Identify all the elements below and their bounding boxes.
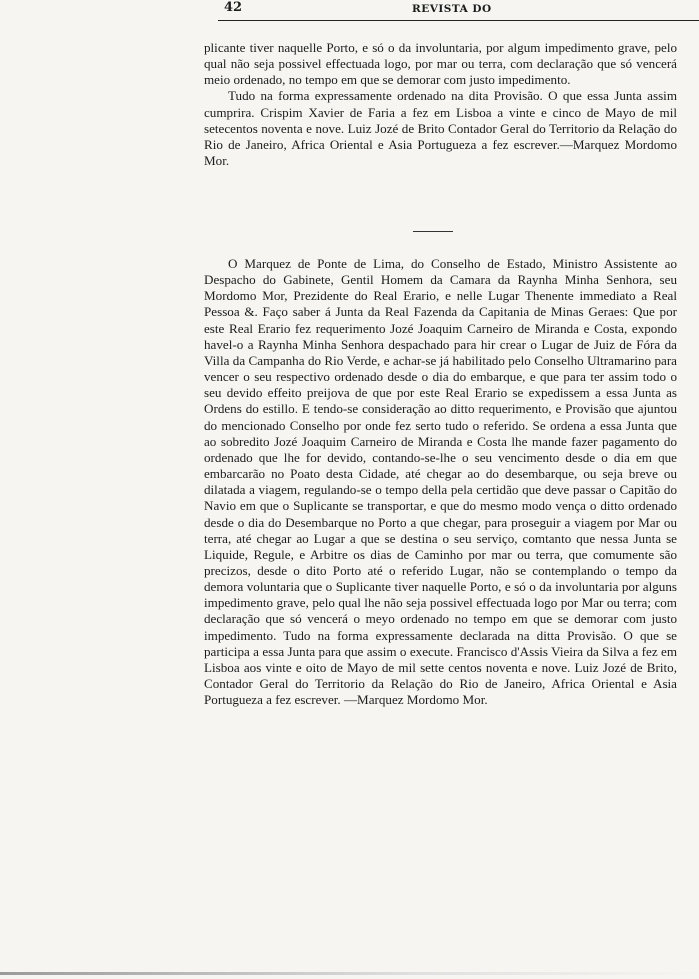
page-header (222, 0, 699, 22)
paragraph: plicante tiver naquelle Porto, e só o da involuntaria, por algum impedimento grave, pelo qual não seja possivel effectuada logo, por mar ou terra, com declaração que só vencerá meio ordenado, no tempo em que se demorar com justo impedimento. (204, 40, 677, 88)
section-separator (413, 231, 453, 232)
paragraph: Tudo na forma expressamente ordenado na dita Provisão. O que essa Junta assim cumprira. Crispim Xavier de Faria a fez em Lisboa a vinte e cinco de Mayo de mil setecentos noventa e nove. Luiz Jozé de Brito Contador Geral do Territorio da Relação do Rio de Janeiro, Africa Oriental e Asia Portugueza a fez escrever.—Marquez Mordomo Mor. (204, 88, 677, 169)
document-section-2 (204, 256, 677, 708)
page-edge-shadow (0, 972, 699, 975)
document-section-1 (204, 40, 677, 169)
paragraph: O Marquez de Ponte de Lima, do Conselho de Estado, Ministro Assistente ao Despacho do Gabinete, Gentil Homem da Camara da Raynha Minha Senhora, seu Mordomo Mor, Prezidente do Real Erario, e nelle Lugar Thenente immediato a Real Pessoa &. Faço saber á Junta da Real Fazenda da Capitania de Minas Geraes: Que por este Real Erario fez requerimento Jozé Joaquim Carneiro de Miranda e Costa, expondo havel-o a Raynha Minha Senhora despachado para hir crear o Lugar de Juiz de Fóra da Villa da Campanha do Rio Verde, e achar-se já habilitado pelo Conselho Ultramarino para vencer o seu respectivo ordenado desde o dia do embarque, e que para ter assim todo o seu devido effeito preijova de que por este Real Erario se expedissem a essa Junta as Ordens do estillo. E tendo-se consideração ao ditto requerimento, e Provisão que ajuntou do mencionado Conselho por onde fez serto tudo o referido. Se ordena a essa Junta que ao sobredito Jozé Joaquim Carneiro de Miranda e Costa lhe mande fazer pagamento do ordenado que lhe for devido, contando-se-lhe o seu vencimento desde o dia em que embarcarão no Poato desta Cidade, até chegar ao do desembarque, ou seja breve ou dilatada a viagem, regulando-se o tempo della pela certidão que deve passar o Capitão do Navio em que o Suplicante se transportar, e que do mesmo modo vença o ditto ordenado desde o dia do Desembarque no Porto a que chegar, para proseguir a viagem por Mar ou terra, até chegar ao Lugar a que se destina o seu serviço, comtanto que nessa Junta se Liquide, Regule, e Arbitre os dias de Caminho por mar ou terra, que comumente são precizos, desde o dito Porto até o referido Lugar, não se contemplando o tempo da demora voluntaria que o Suplicante tiver naquelle Porto, e só o da involuntaria por alguns impedimento grave, pelo qual lhe não seja possivel effectuada logo por Mar ou terra; com declaração que só vencerá o meyo ordenado no tempo em que se demorar com justo impedimento. Tudo na forma expressamente declarada na ditta Provisão. O que se participa a essa Junta para que assim o execute. Francisco d'Assis Vieira da Silva a fez em Lisboa aos vinte e oito de Mayo de mil sette centos noventa e nove. Luiz Jozé de Brito, Contador Geral do Territorio da Relação do Rio de Janeiro, Africa Oriental e Asia Portugueza a fez escrever. —Marquez Mordomo Mor. (204, 256, 677, 708)
page-number: 42 (224, 0, 243, 15)
header-rule (218, 20, 699, 21)
running-head: REVISTA DO (412, 3, 492, 15)
